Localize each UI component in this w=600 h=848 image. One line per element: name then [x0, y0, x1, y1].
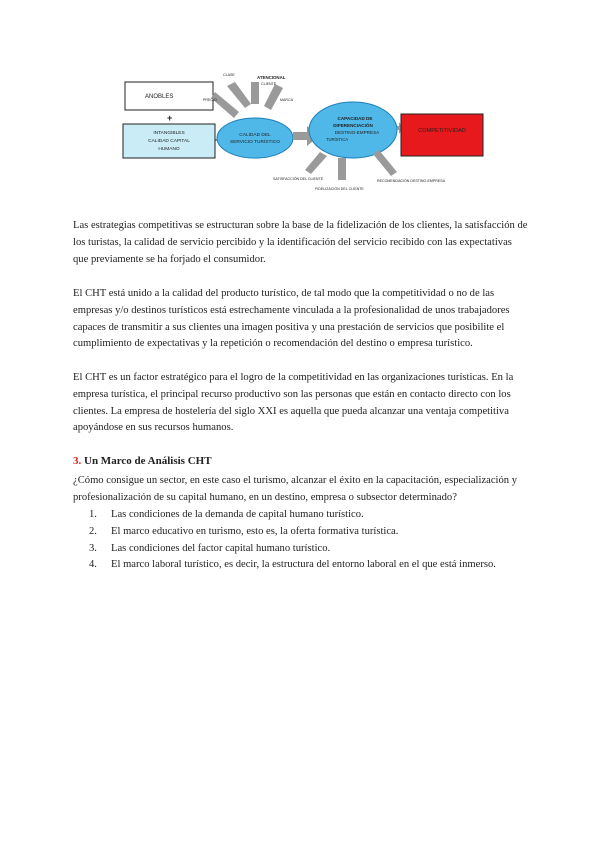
ellipse1-line-1: CALIDAD DEL	[239, 133, 271, 138]
box-left-line-3: HUMANO	[158, 147, 180, 152]
diagram-svg	[115, 68, 515, 208]
arrow-bottom-label-1: SATISFACCIÓN DEL CLIENTE	[273, 177, 324, 181]
list-item-text: Las condiciones del factor capital humano turístico.	[111, 542, 331, 554]
paragraph-1: Las estrategias competitivas se estructuran sobre la base de la fidelización de los clientes, la satisfacción de los turistas, la calidad de servicio percibido y la identificación del servicio recibido con las expectativas que previamente se ha forjado el consumidor.	[73, 220, 528, 265]
arrow-bottom-2	[338, 158, 346, 180]
paragraph-3: El CHT es un factor estratégico para el logro de la competitividad en las organizaciones turísticas. En la empresa turística, el principal recurso productivo son las personas que están en contacto directo con los clientes. La empresa de hostelería del siglo XXI es aquella que pueda alcanzar una ventaja competitiva apoyándose en sus recursos humanos.	[73, 372, 514, 434]
plus-sign: +	[167, 113, 173, 123]
box-competitividad-label: COMPETITIVIDAD	[418, 128, 466, 134]
list-item-text: Las condiciones de la demanda de capital humano turístico.	[111, 509, 364, 520]
ellipse-service-quality	[217, 118, 293, 158]
arrow-label-5: MARCA	[280, 98, 293, 102]
arrow-bottom-label-3: RECOMENDACIÓN DESTINO-EMPRESA	[377, 179, 446, 183]
section-heading	[73, 455, 212, 467]
arrow-label-1: CLASE	[223, 73, 235, 77]
arrow-top-2	[251, 82, 259, 104]
box-left-line-1: INTANGIBLES	[153, 131, 185, 136]
list-item-number: 1.	[89, 509, 97, 520]
ellipse2-line-3: DESTINO-EMPRESA	[334, 130, 380, 135]
arrow-label-4: PRECIO	[203, 98, 217, 102]
ellipse2-line-1: CAPACIDAD DE	[337, 116, 373, 121]
section-title: Un Marco de Análisis CHT	[84, 455, 212, 467]
arrow-bottom-3	[373, 150, 397, 176]
arrow-label-2: ATENCIONAL	[257, 75, 286, 80]
competitiveness-diagram	[115, 68, 515, 208]
list-item	[89, 507, 529, 524]
arrow-top-3	[264, 84, 283, 110]
arrow-top-4	[211, 92, 239, 118]
ellipse2-line-2: DIFERENCIACIÓN	[333, 123, 373, 128]
list-item-text: El marco laboral turístico, es decir, la estructura del entorno laboral en el que está inmerso.	[111, 559, 496, 571]
section-list	[89, 507, 529, 574]
list-item-number: 2.	[89, 525, 97, 537]
list-item	[89, 541, 529, 558]
box-top-label: ANOBLES	[145, 94, 174, 100]
box-competitividad	[401, 114, 483, 156]
list-item-number: 3.	[89, 542, 97, 554]
list-item-text: El marco educativo en turismo, esto es, la oferta formativa turística.	[111, 525, 399, 537]
list-item	[89, 557, 529, 574]
ellipse1-line-2: SERVICIO TURÍSTICO	[230, 140, 280, 145]
section-intro: ¿Cómo consigue un sector, en este caso el turismo, alcanzar el éxito en la capacitación, especialización y profesionalización de su capital humano, en un destino, empresa o subsector determinado?	[73, 475, 518, 503]
arrow-bottom-1	[305, 152, 327, 174]
section-number: 3.	[73, 455, 82, 467]
list-item	[89, 524, 529, 541]
box-left-line-2: CALIDAD CAPITAL	[148, 139, 190, 144]
arrow-bottom-label-2: FIDELIZACIÓN DEL CLIENTE	[315, 187, 364, 191]
ellipse2-line-4: TURÍSTICA	[325, 137, 349, 142]
paragraph-2: El CHT está unido a la calidad del producto turístico, de tal modo que la competitividad o no de las empresas y/o destinos turísticos está estrechamente vinculada a la profesionalidad de unos trabajadores capaces de transmitir a sus clientes una imagen positiva y una prestación de servicios que posibilite el cumplimiento de expectativas y la repetición o recomendación del destino o empresa turístico.	[73, 288, 510, 350]
arrow-label-3: CLIENTE	[261, 82, 277, 86]
list-item-number: 4.	[89, 559, 97, 571]
arrow-top-1	[227, 82, 251, 108]
